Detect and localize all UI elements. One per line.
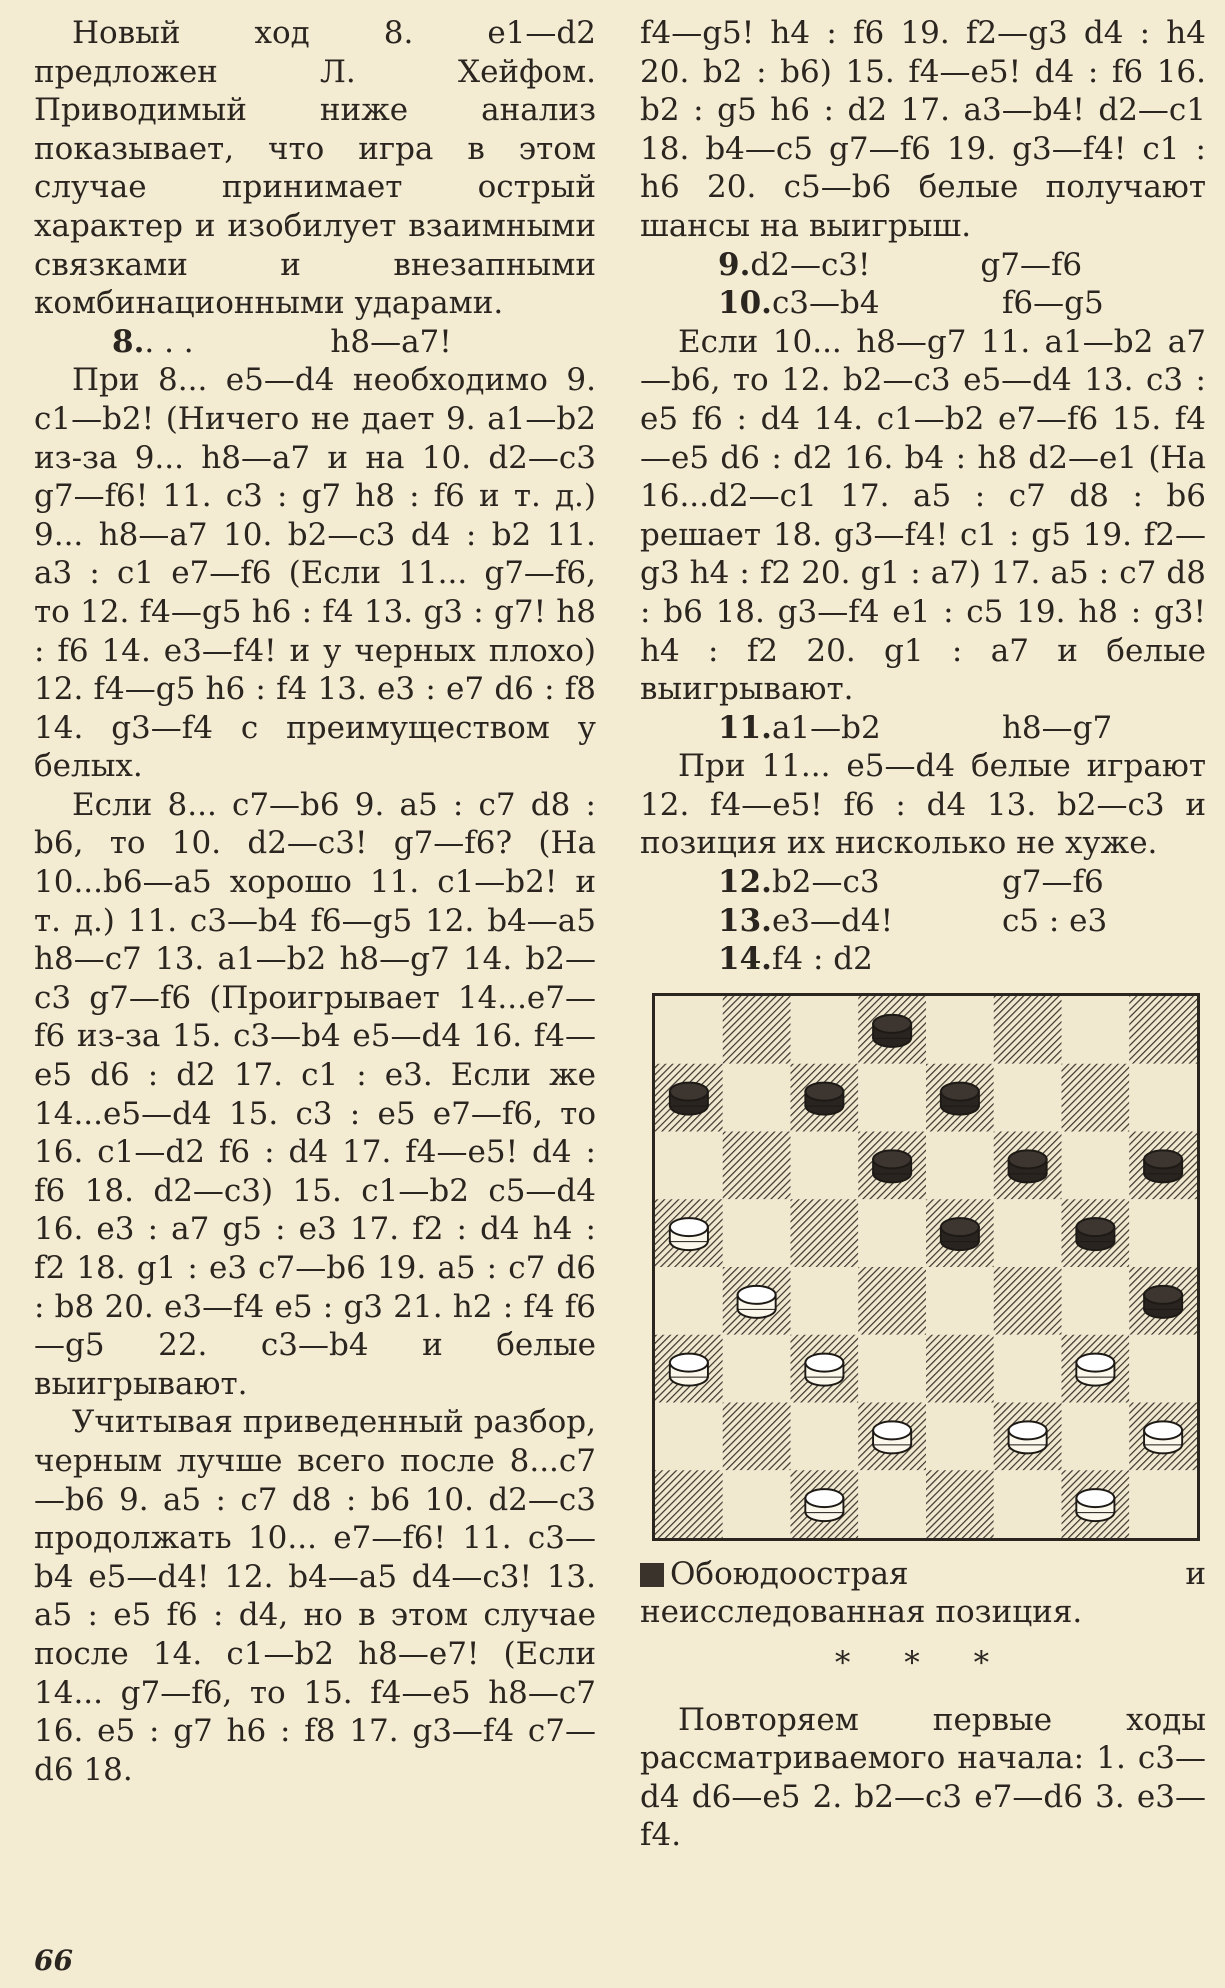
black-checker	[670, 1082, 708, 1114]
paragraph: При 8... е5—d4 необходимо 9. c1—b2! (Ничего не дает 9. а1—b2 из-за 9... h8—а7 и на 10. d2—c3 g7—f6! 11. с3 : g7 h8 : f6 и т. д.) 9... h8—а7 10. b2—c3 d4 : b2 11. a3 : c1 е7—f6 (Если 11... g7—f6, то 12. f4—g5 h6 : f4 13. g3 : g7! h8 : f6 14. е3—f4! и у черных плохо) 12. f4—g5 h6 : f4 13. е3 : е7 d6 : f8 14. g3—f4 с преимуществом у белых.	[34, 362, 596, 785]
light-square	[994, 1470, 1062, 1538]
white-checker	[1076, 1489, 1114, 1521]
move-line: 10.c3—b4 f6—g5	[718, 285, 1104, 322]
paragraph: Учитывая приведенный разбор, черным лучше всего после 8...с7—b6 9. а5 : c7 d8 : b6 10. d2—c3 продолжать 10... e7—f6! 11. c3—b4 e5—d4! 12. b4—a5 d4—c3! 13. a5 : e5 f6 : d4, но в этом случае после 14. c1—b2 h8—e7! (Если 14... g7—f6, то 15. f4—e5 h8—c7 16. e5 : g7 h6 : f8 17. g3—f4 c7—d6 18.	[34, 1404, 596, 1788]
diagram-mark-icon	[640, 1563, 664, 1587]
dark-square	[723, 1131, 791, 1199]
paragraph: f4—g5! h4 : f6 19. f2—g3 d4 : h4 20. b2 : b6) 15. f4—e5! d4 : f6 16. b2 : g5 h6 : d2 17. a3—b4! d2—c1 18. b4—c5 g7—f6 19. g3—f4! c1 : h6 20. c5—b6 белые получают шансы на выигрыш.	[640, 15, 1206, 244]
black-checker	[941, 1218, 979, 1250]
white-checker	[805, 1489, 843, 1521]
white-checker	[1076, 1353, 1114, 1385]
light-square	[723, 1199, 791, 1267]
light-square	[994, 1335, 1062, 1403]
white-checker	[1144, 1421, 1182, 1453]
light-square	[858, 1335, 926, 1403]
dark-square	[858, 1267, 926, 1335]
black-checker	[1144, 1286, 1182, 1318]
light-square	[791, 1131, 859, 1199]
diagram-caption: Обоюдоострая и неисследованная позиция.	[640, 1555, 1206, 1631]
dark-square	[926, 1335, 994, 1403]
section-divider: * * *	[834, 1645, 1012, 1682]
white-checker	[805, 1353, 843, 1385]
light-square	[1129, 1335, 1197, 1403]
white-move: . . .	[144, 323, 194, 360]
move-line: 9.d2—c3! g7—f6	[718, 246, 1083, 283]
page-number: 66	[34, 1944, 73, 1977]
move-number: 8.	[112, 323, 145, 360]
paragraph: Новый ход 8. е1—d2 предложен Л. Хейфом. Приводимый ниже анализ показывает, что игра в этом случае принимает острый характер и изобилует взаимными связками и внезапными комбинационными ударами.	[34, 15, 596, 322]
light-square	[723, 1470, 791, 1538]
light-square	[926, 1402, 994, 1470]
light-square	[791, 996, 859, 1064]
light-square	[994, 1199, 1062, 1267]
move-line: 12.b2—c3 g7—f6	[718, 864, 1104, 901]
dark-square	[994, 996, 1062, 1064]
light-square	[1129, 1199, 1197, 1267]
checkers-diagram	[652, 993, 1200, 1541]
black-checker	[873, 1015, 911, 1047]
light-square	[1129, 1470, 1197, 1538]
paragraph: При 11... e5—d4 белые играют 12. f4—e5! f6 : d4 13. b2—c3 и позиция их нисколько не хуже.	[640, 748, 1206, 862]
white-checker	[670, 1218, 708, 1250]
dark-square	[1062, 1064, 1130, 1132]
white-checker	[1009, 1421, 1047, 1453]
light-square	[926, 1131, 994, 1199]
black-checker	[873, 1150, 911, 1182]
light-square	[655, 996, 723, 1064]
light-square	[858, 1470, 926, 1538]
black-checker	[941, 1082, 979, 1114]
dark-square	[723, 1402, 791, 1470]
move-line: 13.e3—d4! c5 : e3	[718, 902, 1108, 939]
light-square	[655, 1267, 723, 1335]
light-square	[791, 1267, 859, 1335]
move-line: 14.f4 : d2	[718, 941, 873, 978]
light-square	[858, 1064, 926, 1132]
dark-square	[1129, 996, 1197, 1064]
light-square	[1062, 1267, 1130, 1335]
paragraph: Если 10... h8—g7 11. a1—b2 a7—b6, то 12. b2—c3 e5—d4 13. c3 : e5 f6 : d4 14. c1—b2 e7—f6 15. f4—e5 d6 : d2 16. b4 : h8 d2—e1 (На 16...d2—c1 17. a5 : c7 d8 : b6 решает 18. g3—f4! c1 : g5 19. f2—g3 h4 : f2 20. g1 : a7) 17. a5 : c7 d8 : b6 18. g3—f4 e1 : c5 19. h8 : g3! h4 : f2 20. g1 : a7 и белые выигрывают.	[640, 323, 1206, 708]
black-checker	[805, 1082, 843, 1114]
light-square	[723, 1335, 791, 1403]
dark-square	[994, 1267, 1062, 1335]
paragraph: Повторяем первые ходы рассматриваемого начала: 1. c3—d4 d6—e5 2. b2—c3 e7—d6 3. e3—f4.	[640, 1701, 1206, 1854]
light-square	[858, 1199, 926, 1267]
light-square	[791, 1402, 859, 1470]
left-column	[34, 14, 596, 1789]
light-square	[655, 1131, 723, 1199]
dark-square	[655, 1470, 723, 1538]
checkers-board	[655, 996, 1197, 1538]
paragraph: Если 8... с7—b6 9. а5 : c7 d8 : b6, то 10. d2—c3! g7—f6? (На 10...b6—a5 хорошо 11. c1—b2! и т. д.) 11. c3—b4 f6—g5 12. b4—a5 h8—c7 13. а1—b2 h8—g7 14. b2—c3 g7—f6 (Проигрывает 14...e7—f6 из-за 15. c3—b4 e5—d4 16. f4—e5 d6 : d2 17. c1 : e3. Если же 14...e5—d4 15. c3 : e5 e7—f6, то 16. c1—d2 f6 : d4 17. f4—e5! d4 : f6 18. d2—c3) 15. c1—b2 c5—d4 16. e3 : a7 g5 : e3 17. f2 : d4 h4 : f2 18. g1 : e3 c7—b6 19. a5 : c7 d6 : b8 20. e3—f4 e5 : g3 21. h2 : f4 f6—g5 22. c3—b4 и белые выигрывают.	[34, 786, 596, 1402]
light-square	[1062, 1131, 1130, 1199]
light-square	[926, 1267, 994, 1335]
right-column	[640, 14, 1206, 1855]
black-checker	[1144, 1150, 1182, 1182]
light-square	[1129, 1064, 1197, 1132]
move-line	[34, 323, 596, 362]
light-square	[994, 1064, 1062, 1132]
black-checker	[1009, 1150, 1047, 1182]
dark-square	[791, 1199, 859, 1267]
move-line: 11.a1—b2 h8—g7	[718, 709, 1113, 746]
white-checker	[873, 1421, 911, 1453]
white-checker	[670, 1353, 708, 1385]
black-move: h8—a7!	[330, 323, 452, 360]
light-square	[1062, 1402, 1130, 1470]
black-checker	[1076, 1218, 1114, 1250]
white-checker	[738, 1286, 776, 1318]
dark-square	[723, 996, 791, 1064]
light-square	[926, 996, 994, 1064]
light-square	[1062, 996, 1130, 1064]
light-square	[655, 1402, 723, 1470]
dark-square	[926, 1470, 994, 1538]
light-square	[723, 1064, 791, 1132]
